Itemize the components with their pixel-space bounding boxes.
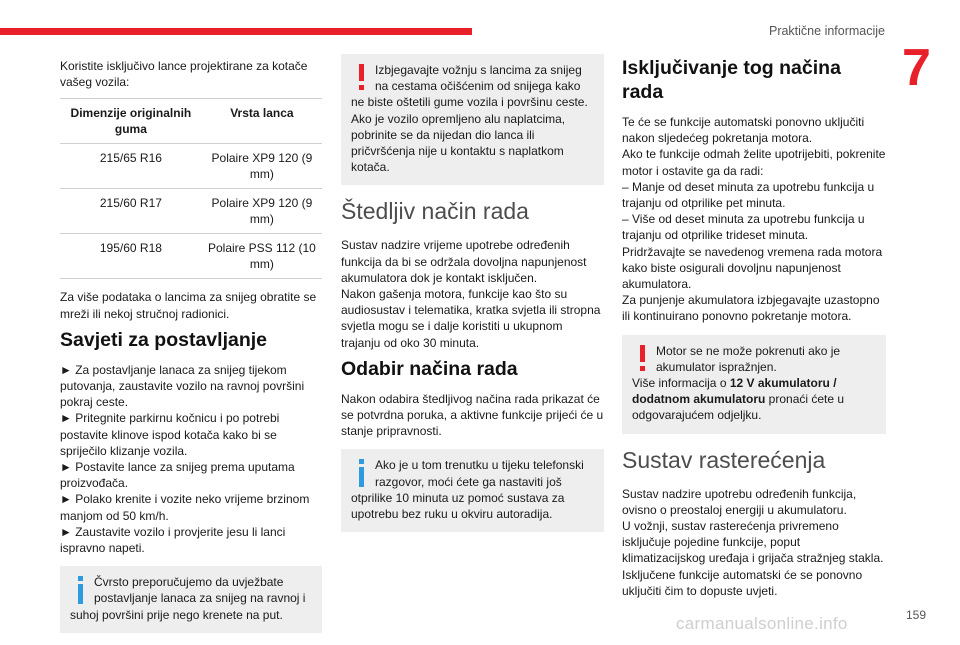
chains-table bbox=[60, 98, 322, 279]
chains-intro: Koristite isključivo lance projektirane za kotače vašeg vozila: bbox=[60, 59, 308, 90]
warning-note-text: Izbjegavajte vožnju s lancima za snijeg na cestama očišćenim od snijega kako ne biste oštetili gume vozila i površinu ceste. Ako je vozilo opremljeno alu naplatcima, pobrinite se da nijedan dio lanca ili pričvršćenja nije u kontaktu s naplatkom kotača. bbox=[351, 63, 588, 175]
table-cell: Polaire PSS 112 (10 mm) bbox=[202, 234, 322, 279]
table-row bbox=[60, 144, 322, 189]
dash-item: – Manje od deset minuta za upotrebu funkcija u trajanju od otprilike pet minuta. bbox=[622, 179, 875, 211]
chains-more-info: Za više podataka o lancima za snijeg obratite se mreži ili nekoj stručnoj radionici. bbox=[60, 290, 317, 321]
heading-load-shedding: Sustav rasterećenja bbox=[622, 446, 826, 473]
paragraph: Za punjenje akumulatora izbjegavajte uzastopno ili kontinuirano ponovno pokretanje motora. bbox=[622, 293, 880, 324]
column-1 bbox=[60, 58, 322, 645]
heading-economy-mode: Štedljiv način rada bbox=[341, 198, 529, 225]
step-item: ► Zaustavite vozilo i provjerite jesu li lanci ispravno napeti. bbox=[60, 524, 286, 556]
table-header: Dimenzije originalnih guma bbox=[60, 99, 202, 144]
heading-fitting-tips: Savjeti za postavljanje bbox=[60, 328, 268, 351]
bold-reference: 12 V akumulatoru / dodatnom akumulatoru bbox=[632, 376, 837, 407]
page-number: 159 bbox=[905, 608, 926, 622]
step-item: ► Pritegnite parkirnu kočnicu i po potrebi postavite klinove ispod kotača kako bi se spriječilo klizanje vozila. bbox=[60, 411, 280, 458]
step-item: ► Za postavljanje lanaca za snijeg tijekom putovanja, zaustavite vozilo na ravnoj površini pokraj ceste. bbox=[60, 362, 305, 410]
info-note bbox=[341, 449, 604, 532]
paragraph: Sustav nadzire vrijeme upotrebe određenih funkcija da bi se održala dovoljna napunjenost akumulatora dok je kontakt isključen. bbox=[341, 238, 587, 285]
step-item: ► Polako krenite i vozite neko vrijeme brzinom manjom od 50 km/h. bbox=[60, 492, 310, 523]
table-row bbox=[60, 234, 322, 279]
table-cell: 215/65 R16 bbox=[60, 144, 202, 189]
table-header-row bbox=[60, 99, 322, 144]
heading-mode-selection: Odabir načina rada bbox=[341, 357, 518, 380]
table-cell: Polaire XP9 120 (9 mm) bbox=[202, 189, 322, 234]
table-cell: 195/60 R18 bbox=[60, 234, 202, 279]
column-3 bbox=[622, 58, 886, 599]
section-title: Praktične informacije bbox=[768, 24, 885, 38]
paragraph: Isključene funkcije automatski će se ponovno uključiti čim to dopuste uvjeti. bbox=[622, 567, 863, 598]
paragraph: Nakon odabira štedljivog načina rada prikazat će se potvrdna poruka, a aktivne funkcije prijeći će u stanje pripravnosti. bbox=[341, 391, 604, 439]
info-note-text: Čvrsto preporučujemo da uvježbate postavljanje lanaca za snijeg na ravnoj i suhoj površini prije nego krenete na put. bbox=[70, 575, 306, 622]
table-cell: 215/60 R17 bbox=[60, 189, 202, 234]
warning-note-more bbox=[632, 375, 876, 424]
watermark: carmanualsonline.info bbox=[676, 614, 848, 633]
paragraph: Sustav nadzire upotrebu određenih funkcija, ovisno o preostaloj energiji u akumulatoru. bbox=[622, 486, 857, 517]
text-span: Više informacija o bbox=[632, 376, 730, 391]
paragraph: Te će se funkcije automatski ponovno uključiti nakon sljedećeg pokretanja motora. bbox=[622, 115, 865, 146]
paragraph: Ako te funkcije odmah želite upotrijebiti, pokrenite motor i ostavite ga da radi: bbox=[622, 147, 886, 178]
table-cell: Polaire XP9 120 (9 mm) bbox=[202, 144, 322, 189]
dash-item: – Više od deset minuta za upotrebu funkcija u trajanju od otprilike trideset minuta. bbox=[622, 212, 865, 243]
paragraph: Nakon gašenja motora, funkcije kao što su audiosustav i telematika, kratka svjetla ili stropna svjetla mogu se i dalje koristiti u ukupnom trajanju od oko 30 minuta. bbox=[341, 287, 601, 350]
info-icon bbox=[70, 574, 90, 604]
heading-exit-mode: Isključivanje tog načina rada bbox=[622, 57, 841, 103]
warning-note-text: Motor se ne može pokrenuti ako je akumulator ispražnjen. bbox=[656, 343, 841, 374]
text-span: pronaći ćete u odgovarajućem odjeljku. bbox=[632, 392, 845, 423]
table-header: Vrsta lanca bbox=[202, 99, 322, 144]
warning-icon bbox=[632, 343, 652, 373]
info-note-text: Ako je u tom trenutku u tijeku telefonski razgovor, moći ćete ga nastaviti još otprilike 10 minuta uz pomoć sustava za upotrebu bez ruku u okviru autoradija. bbox=[351, 458, 584, 522]
step-item: ► Postavite lance za snijeg prema uputama proizvođača. bbox=[60, 460, 295, 491]
table-row bbox=[60, 189, 322, 234]
warning-note bbox=[341, 54, 604, 185]
warning-icon bbox=[351, 62, 371, 92]
column-2 bbox=[341, 58, 604, 544]
paragraph: Pridržavajte se navedenog vremena rada motora kako biste osigurali dovoljnu napunjenost akumulatora. bbox=[622, 244, 883, 292]
header-red-bar bbox=[0, 28, 472, 35]
info-icon bbox=[351, 457, 371, 487]
warning-note bbox=[622, 335, 886, 434]
chapter-number: 7 bbox=[902, 39, 931, 97]
info-note bbox=[60, 566, 322, 633]
paragraph: U vožnji, sustav rasterećenja privremeno isključuje pojedine funkcije, poput klimatizacijskog uređaja i grijača stražnjeg stakla. bbox=[622, 519, 884, 566]
